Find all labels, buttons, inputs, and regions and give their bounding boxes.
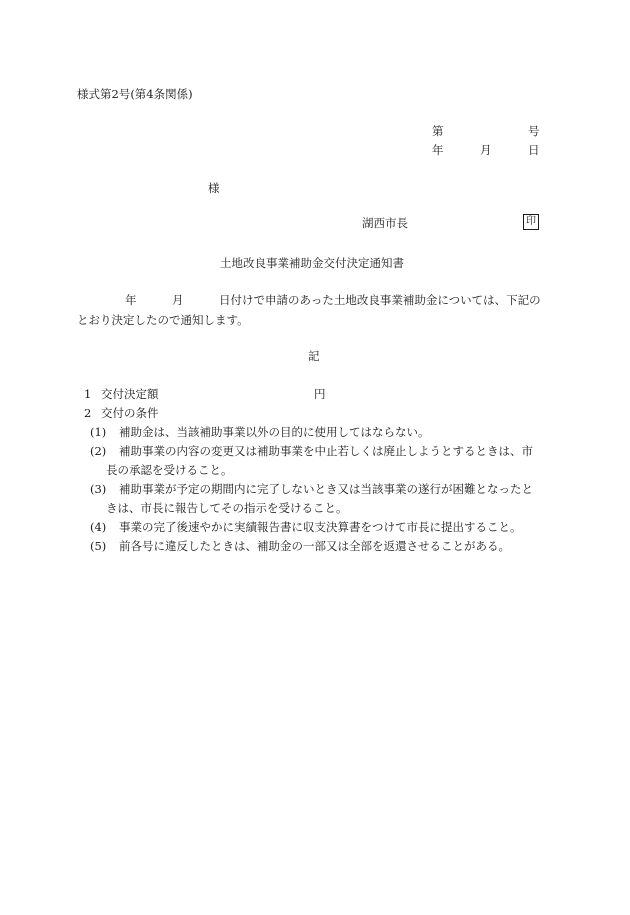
header-tsuki: 月: [480, 143, 492, 157]
condition-5-line: 前各号に違反したときは、補助金の一部又は全部を返還させることがある。: [119, 539, 510, 553]
condition-3-line-cont: きは、市長に報告してその指示を受けること。: [106, 501, 348, 515]
condition-2-number: (2): [90, 444, 107, 458]
header-dai: 第: [432, 124, 444, 138]
condition-4-number: (4): [90, 520, 107, 534]
ki-heading: 記: [308, 349, 320, 363]
header-gou: 号: [528, 124, 540, 138]
condition-1-line: 補助金は、当該補助事業以外の目的に使用してはならない。: [119, 425, 430, 439]
issuer-seal: 印: [523, 214, 539, 230]
header-nen: 年: [432, 143, 444, 157]
condition-3-line: 補助事業が予定の期間内に完了しないとき又は当該事業の遂行が困難となったと: [119, 482, 533, 496]
item1-number: 1: [84, 387, 92, 401]
condition-2-line-cont: 長の承認を受けること。: [106, 463, 233, 477]
body-line2: とおり決定したので通知します。: [77, 313, 249, 327]
issuer-name: 湖西市長: [362, 216, 408, 230]
item1-label: 交付決定額: [101, 387, 159, 401]
condition-2-line: 補助事業の内容の変更又は補助事業を中止若しくは廃止しようとするときは、市: [119, 444, 533, 458]
addressee-sama: 様: [208, 181, 220, 195]
document-title: 土地改良事業補助金交付決定通知書: [220, 256, 404, 270]
body-tsuki: 月: [172, 293, 184, 307]
body-line1: 日付けで申請のあった土地改良事業補助金については、下記の: [219, 293, 541, 307]
form-number: 様式第2号(第4条関係): [77, 87, 193, 101]
header-hi: 日: [528, 143, 540, 157]
item2-number: 2: [84, 406, 92, 420]
condition-1-number: (1): [90, 425, 107, 439]
item1-unit: 円: [314, 387, 326, 401]
item2-label: 交付の条件: [101, 406, 159, 420]
condition-5-number: (5): [90, 539, 107, 553]
condition-4-line: 事業の完了後速やかに実績報告書に収支決算書をつけて市長に提出すること。: [119, 520, 522, 534]
body-nen: 年: [125, 293, 137, 307]
condition-3-number: (3): [90, 482, 107, 496]
